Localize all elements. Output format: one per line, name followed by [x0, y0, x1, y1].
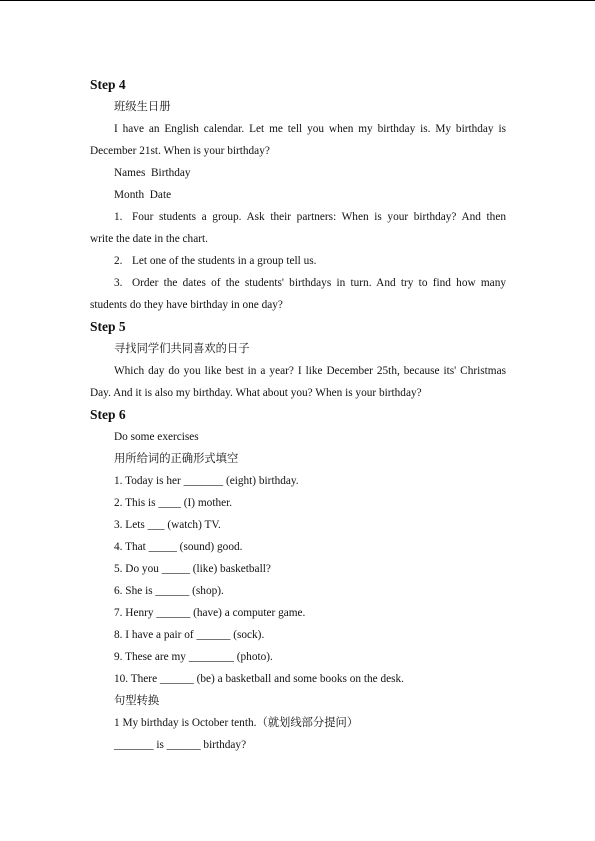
step5-heading: Step 5 — [90, 319, 126, 334]
step4-item3-line1 — [90, 272, 506, 294]
step4-item3-number: 3. — [114, 277, 123, 289]
exercise-item: 7. Henry ______ (have) a computer game. — [114, 607, 306, 619]
exercise-item: 1. Today is her _______ (eight) birthday. — [114, 475, 299, 487]
step4-subtitle: 班级生日册 — [114, 101, 171, 113]
transform-question: 1 My birthday is October tenth.（就划线部分提问） — [114, 717, 359, 729]
step4-item3-text: Order the dates of the students' birthdays in turn. And try to find how many — [132, 277, 506, 289]
exercise-item: 3. Lets ___ (watch) TV. — [114, 519, 221, 531]
step4-item2-text: Let one of the students in a group tell us. — [132, 255, 317, 267]
step4-table-header: Names Birthday — [114, 167, 191, 179]
step4-item1-text: Four students a group. Ask their partners: When is your birthday? And then — [132, 211, 506, 223]
step4-intro-line2: December 21st. When is your birthday? — [90, 145, 270, 157]
step4-heading: Step 4 — [90, 77, 126, 92]
document-page — [90, 74, 506, 756]
step6-heading: Step 6 — [90, 407, 126, 422]
step5-subtitle: 寻找同学们共同喜欢的日子 — [114, 343, 250, 355]
step4-item1-number: 1. — [114, 211, 123, 223]
step4-table-subheader: Month Date — [114, 189, 172, 201]
step4-item2-number: 2. — [114, 255, 123, 267]
exercise-item: 10. There ______ (be) a basketball and some books on the desk. — [114, 673, 404, 685]
step6-section1-title: 用所给词的正确形式填空 — [114, 453, 239, 465]
exercise-item: 5. Do you _____ (like) basketball? — [114, 563, 271, 575]
step4-item2 — [90, 250, 506, 272]
step4-item1-line2: write the date in the chart. — [90, 233, 208, 245]
step4-item1-line1 — [90, 206, 506, 228]
exercise-item: 8. I have a pair of ______ (sock). — [114, 629, 265, 641]
top-border-line — [0, 0, 595, 1]
step4-item3-line2: students do they have birthday in one day? — [90, 299, 283, 311]
step5-para-line2: Day. And it is also my birthday. What about you? When is your birthday? — [90, 387, 422, 399]
exercise-item: 4. That _____ (sound) good. — [114, 541, 243, 553]
exercise-item: 9. These are my ________ (photo). — [114, 651, 273, 663]
step4-intro-line1: I have an English calendar. Let me tell you when my birthday is. My birthday is — [114, 123, 506, 135]
step6-section2-title: 句型转换 — [114, 695, 160, 707]
exercise-item: 2. This is ____ (I) mother. — [114, 497, 233, 509]
exercise-item: 6. She is ______ (shop). — [114, 585, 224, 597]
step6-subtitle: Do some exercises — [114, 431, 199, 443]
step5-para-line1: Which day do you like best in a year? I like December 25th, because its' Christmas — [114, 365, 506, 377]
transform-answer: _______ is ______ birthday? — [114, 739, 247, 751]
